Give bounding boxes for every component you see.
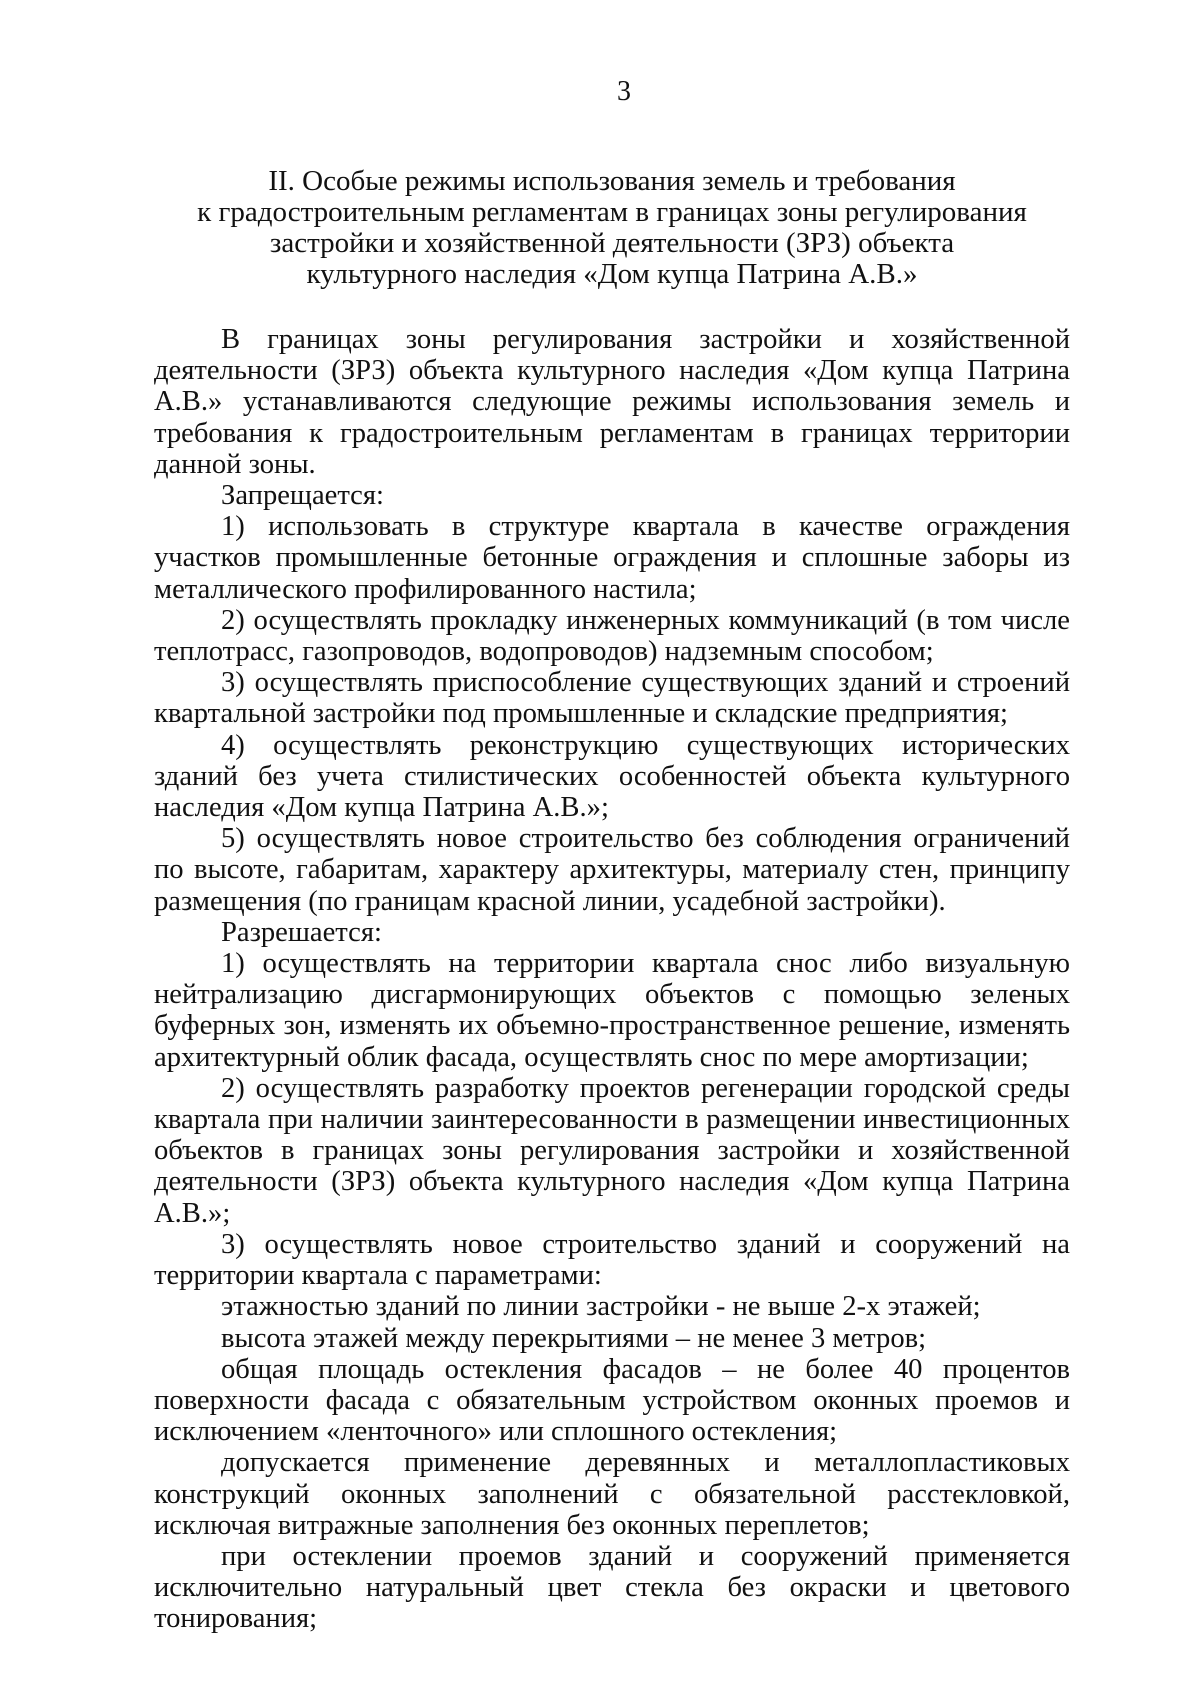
allowed-item: 3) осуществлять новое строительство зданий и сооружений на территории квартала с параметрами: xyxy=(154,1228,1070,1292)
prohibited-heading: Запрещается: xyxy=(221,480,384,512)
heading-line: застройки и хозяйственной деятельности (ЗРЗ) объекта xyxy=(269,227,955,259)
section-heading xyxy=(154,166,1070,290)
heading-line: II. Особые режимы использования земель и требования xyxy=(268,165,956,197)
prohibited-item: 5) осуществлять новое строительство без соблюдения ограничений по высоте, габаритам, характеру архитектуры, материалу стен, принципу размещения (по границам красной линии, усадебной застройки). xyxy=(154,823,1070,917)
page-number: 3 xyxy=(617,76,631,107)
prohibited-item: 2) осуществлять прокладку инженерных коммуникаций (в том числе теплотрасс, газопроводов, водопроводов) надземным способом; xyxy=(154,604,1070,668)
document-body xyxy=(154,324,1070,1635)
prohibited-item: 1) использовать в структуре квартала в качестве ограждения участков промышленные бетонные ограждения и сплошные заборы из металлического профилированного настила; xyxy=(154,511,1070,605)
heading-line: к градостроительным регламентам в границах зоны регулирования xyxy=(197,196,1027,228)
prohibited-item: 4) осуществлять реконструкцию существующих исторических зданий без учета стилистических особенностей объекта культурного наследия «Дом купца Патрина А.В.»; xyxy=(154,729,1070,824)
parameter-item: этажностью зданий по линии застройки - не выше 2-х этажей; xyxy=(221,1291,981,1323)
allowed-item: 1) осуществлять на территории квартала снос либо визуальную нейтрализацию дисгармонирующих объектов с помощью зеленых буферных зон, изменять их объемно-пространственное решение, изменять архитектурный облик фасада, осуществлять снос по мере амортизации; xyxy=(154,948,1070,1073)
parameter-item: при остеклении проемов зданий и сооружений применяется исключительно натуральный цвет стекла без окраски и цветового тонирования; xyxy=(154,1540,1070,1635)
intro-paragraph: В границах зоны регулирования застройки и хозяйственной деятельности (ЗРЗ) объекта культурного наследия «Дом купца Патрина А.В.» устанавливаются следующие режимы использования земель и требования к градостроительным регламентам в границах территории данной зоны. xyxy=(154,324,1070,480)
prohibited-item: 3) осуществлять приспособление существующих зданий и строений квартальной застройки под промышленные и складские предприятия; xyxy=(154,667,1070,730)
allowed-item: 2) осуществлять разработку проектов регенерации городской среды квартала при наличии заинтересованности в размещении инвестиционных объектов в границах зоны регулирования застройки и хозяйственной деятельности (ЗРЗ) объекта культурного наследия «Дом купца Патрина А.В.»; xyxy=(154,1072,1070,1229)
parameter-item: высота этажей между перекрытиями – не менее 3 метров; xyxy=(221,1322,927,1354)
parameter-item: допускается применение деревянных и металлопластиковых конструкций оконных заполнений с обязательной расстекловкой, исключая витражные заполнения без оконных переплетов; xyxy=(154,1447,1070,1541)
parameter-item: общая площадь остекления фасадов – не более 40 процентов поверхности фасада с обязательным устройством оконных проемов и исключением «ленточного» или сплошного остекления; xyxy=(154,1353,1070,1448)
allowed-heading: Разрешается: xyxy=(221,916,382,948)
heading-line: культурного наследия «Дом купца Патрина А.В.» xyxy=(306,258,918,290)
